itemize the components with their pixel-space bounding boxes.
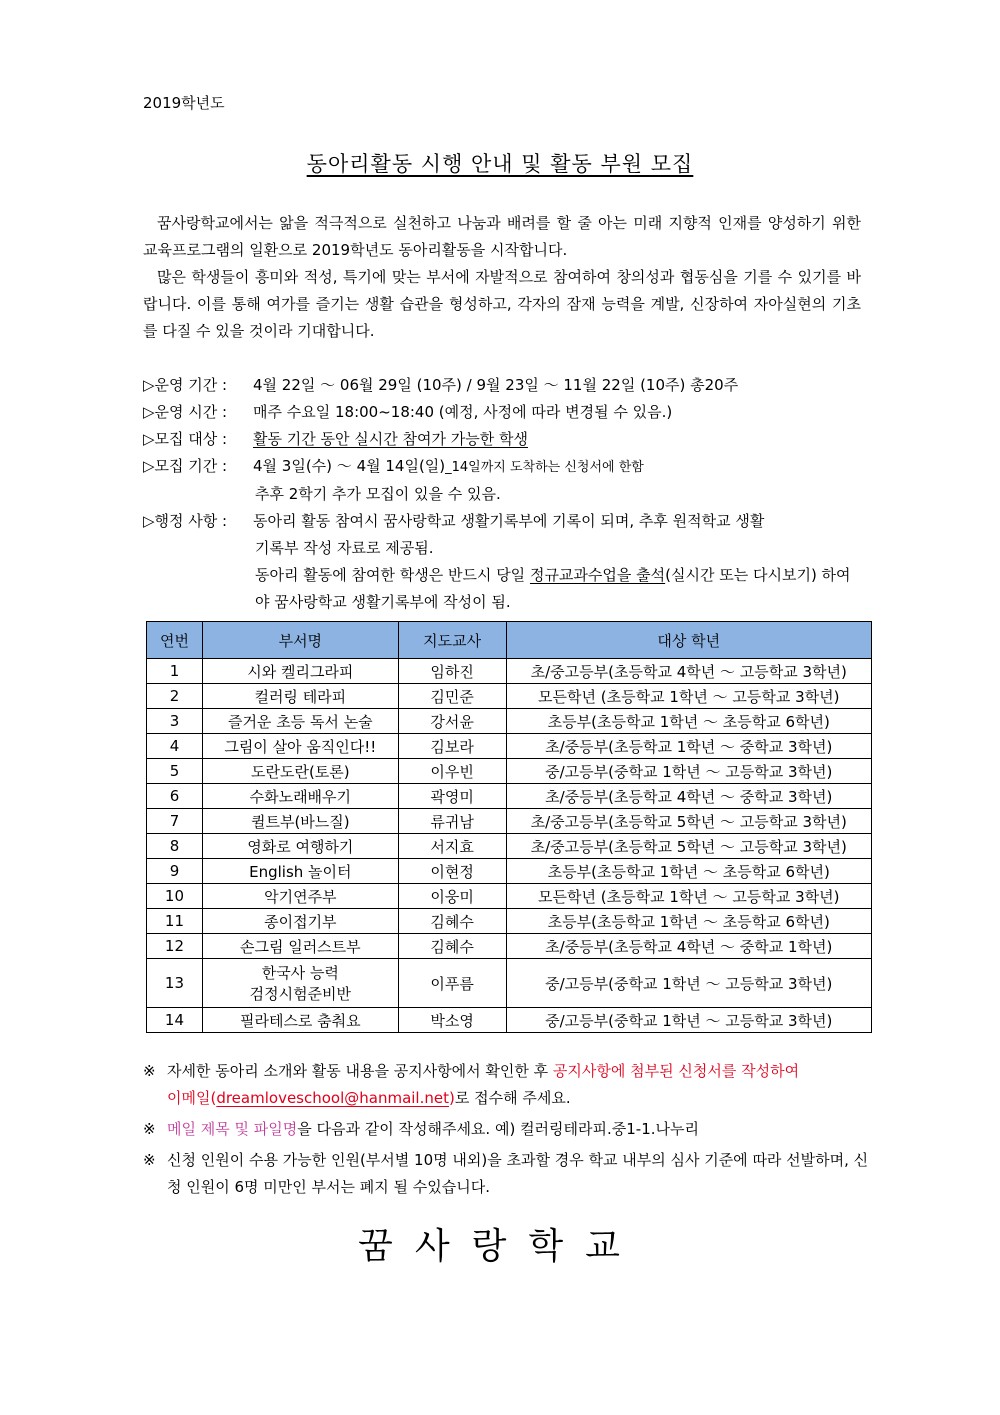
cell-target-grade: 초등부(초등학교 1학년 ～ 초등학교 6학년): [506, 909, 871, 934]
table-row: [147, 684, 872, 709]
note-2: [143, 1116, 873, 1143]
admin-value-3a: 동아리 활동에 참여한 학생은 반드시 당일: [255, 566, 530, 584]
cell-teacher: 박소영: [398, 1008, 506, 1033]
cell-teacher: 김보라: [398, 734, 506, 759]
note-1-email-suffix: ): [449, 1089, 455, 1107]
note-1: [143, 1058, 873, 1112]
table-row: [147, 709, 872, 734]
note-mark: ※: [143, 1062, 156, 1080]
cell-no: 11: [147, 909, 203, 934]
recruit-extra: 추후 2학기 추가 모집이 있을 수 있음.: [255, 485, 501, 503]
cell-target-grade: 초등부(초등학교 1학년 ～ 초등학교 6학년): [506, 709, 871, 734]
email-link[interactable]: dreamloveschool@hanmail.net: [216, 1089, 449, 1107]
cell-no: 14: [147, 1008, 203, 1033]
cell-club-name: 퀼트부(바느질): [202, 809, 398, 834]
info-row-admin: [143, 508, 873, 535]
admin-label: ▷행정 사항 :: [143, 512, 228, 530]
document-title: [0, 148, 1000, 178]
admin-value-3u: 정규교과수업을 출석: [529, 566, 666, 584]
cell-club-name: 그림이 살아 움직인다!!: [202, 734, 398, 759]
table-row: [147, 959, 872, 1008]
table-row: [147, 759, 872, 784]
cell-target-grade: 초/중등부(초등학교 4학년 ～ 중학교 1학년): [506, 934, 871, 959]
cell-target-grade: 초등부(초등학교 1학년 ～ 초등학교 6학년): [506, 859, 871, 884]
cell-club-name: 수화노래배우기: [202, 784, 398, 809]
admin-value-3b: (실시간 또는 다시보기) 하여야 꿈사랑학교 생활기록부에 작성이 됨.: [255, 566, 851, 611]
cell-no: 4: [147, 734, 203, 759]
note-mark: ※: [143, 1120, 156, 1138]
table-row: [147, 809, 872, 834]
note-1-email-prefix: 이메일(: [167, 1089, 217, 1107]
cell-target-grade: 중/고등부(중학교 1학년 ～ 고등학교 3학년): [506, 1008, 871, 1033]
cell-teacher: 이우빈: [398, 759, 506, 784]
period-value: 4월 22일 ～ 06월 29일 (10주) / 9월 23일 ～ 11월 22일 (10주) 총20주: [253, 376, 739, 394]
intro-section: [143, 210, 861, 345]
cell-club-name: 컬러링 테라피: [202, 684, 398, 709]
cell-teacher: 김혜수: [398, 909, 506, 934]
admin-value: 동아리 활동 참여시 꿈사랑학교 생활기록부에 기록이 되며, 추후 원적학교 생활: [253, 512, 765, 530]
notes-section: [143, 1058, 873, 1205]
cell-teacher: 강서윤: [398, 709, 506, 734]
cell-no: 1: [147, 659, 203, 684]
school-name-footer: 꿈사랑학교: [358, 1226, 642, 1267]
info-row-target: [143, 426, 873, 453]
cell-no: 13: [147, 959, 203, 1008]
cell-teacher: 김민준: [398, 684, 506, 709]
note-1-text: 자세한 동아리 소개와 활동 내용을 공지사항에서 확인한 후: [167, 1062, 553, 1080]
document-title-text: 동아리활동 시행 안내 및 활동 부원 모집: [306, 152, 694, 176]
cell-teacher: 이푸름: [398, 959, 506, 1008]
cell-no: 2: [147, 684, 203, 709]
table-row: [147, 884, 872, 909]
cell-club-name: English 놀이터: [202, 859, 398, 884]
cell-teacher: 이현정: [398, 859, 506, 884]
info-section: [143, 372, 873, 616]
clubs-table: [146, 621, 872, 1033]
recruit-note: _14일까지 도착하는 신청서에 한함: [445, 460, 644, 475]
cell-target-grade: 초/중고등부(초등학교 5학년 ～ 고등학교 3학년): [506, 809, 871, 834]
cell-no: 7: [147, 809, 203, 834]
club-name-line-1: 한국사 능력: [261, 964, 339, 982]
cell-target-grade: 중/고등부(중학교 1학년 ～ 고등학교 3학년): [506, 759, 871, 784]
cell-teacher: 이웅미: [398, 884, 506, 909]
header-no: 연번: [147, 622, 203, 659]
cell-club-name: 도란도란(토론): [202, 759, 398, 784]
cell-teacher: 김혜수: [398, 934, 506, 959]
note-1-red: 공지사항에 첨부된 신청서를 작성하여: [552, 1062, 800, 1080]
intro-paragraph-1: 꿈사랑학교에서는 앎을 적극적으로 실천하고 나눔과 배려를 할 줄 아는 미래 지향적 인재를 양성하기 위한 교육프로그램의 일환으로 2019학년도 동아리활동을 시작합니다.: [143, 214, 861, 259]
time-label: ▷운영 시간 :: [143, 403, 228, 421]
cell-target-grade: 초/중고등부(초등학교 4학년 ～ 고등학교 3학년): [506, 659, 871, 684]
recruit-value: 4월 3일(수) ～ 4월 14일(일): [253, 457, 446, 475]
cell-club-name: 악기연주부: [202, 884, 398, 909]
intro-paragraph-2: 많은 학생들이 흥미와 적성, 특기에 맞는 부서에 자발적으로 참여하여 창의성과 협동심을 기를 수 있기를 바랍니다. 이를 통해 여가를 즐기는 생활 습관을 형성하고, 각자의 잠재 능력을 계발, 신장하여 자아실현의 기초를 다질 수 있을 것이라 기대합니다.: [143, 268, 861, 340]
cell-no: 12: [147, 934, 203, 959]
cell-teacher: 곽영미: [398, 784, 506, 809]
note-mark: ※: [143, 1151, 156, 1169]
table-row: [147, 934, 872, 959]
target-value: 활동 기간 동안 실시간 참여가 가능한 학생: [253, 430, 528, 448]
note-3: [143, 1147, 873, 1201]
note-2-pink: 메일 제목 및 파일명: [167, 1120, 298, 1138]
time-value: 매주 수요일 18:00~18:40 (예정, 사정에 따라 변경될 수 있음.): [253, 403, 673, 421]
cell-club-name: 손그림 일러스트부: [202, 934, 398, 959]
cell-target-grade: 초/중등부(초등학교 1학년 ～ 중학교 3학년): [506, 734, 871, 759]
cell-no: 10: [147, 884, 203, 909]
cell-target-grade: 초/중등부(초등학교 4학년 ～ 중학교 3학년): [506, 784, 871, 809]
admin-value-3: [143, 562, 861, 616]
table-row: [147, 834, 872, 859]
school-year: 2019학년도: [143, 94, 225, 112]
cell-club-name: 시와 켈리그라피: [202, 659, 398, 684]
table-row: [147, 659, 872, 684]
cell-teacher: 류귀남: [398, 809, 506, 834]
header-club-name: 부서명: [202, 622, 398, 659]
info-row-period: [143, 372, 873, 399]
cell-no: 9: [147, 859, 203, 884]
note-1-tail: 로 접수해 주세요.: [454, 1089, 571, 1107]
table-row: [147, 909, 872, 934]
header-target-grade: 대상 학년: [506, 622, 871, 659]
header-teacher: 지도교사: [398, 622, 506, 659]
cell-club-name: [202, 959, 398, 1008]
table-row: [147, 734, 872, 759]
cell-target-grade: 모든학년 (초등학교 1학년 ～ 고등학교 3학년): [506, 884, 871, 909]
table-row: [147, 784, 872, 809]
table-row: [147, 1008, 872, 1033]
cell-club-name: 필라테스로 춤춰요: [202, 1008, 398, 1033]
cell-no: 5: [147, 759, 203, 784]
cell-club-name: 종이접기부: [202, 909, 398, 934]
admin-value-2: 기록부 작성 자료로 제공됨.: [255, 539, 434, 557]
cell-target-grade: 모든학년 (초등학교 1학년 ～ 고등학교 3학년): [506, 684, 871, 709]
note-2-text: 을 다음과 같이 작성해주세요. 예) 컬러링테라피.중1-1.나누리: [297, 1120, 700, 1138]
cell-club-name: 영화로 여행하기: [202, 834, 398, 859]
info-row-time: [143, 399, 873, 426]
table-row: [147, 859, 872, 884]
cell-target-grade: 중/고등부(중학교 1학년 ～ 고등학교 3학년): [506, 959, 871, 1008]
table-header-row: [147, 622, 872, 659]
recruit-label: ▷모집 기간 :: [143, 457, 228, 475]
cell-no: 3: [147, 709, 203, 734]
target-label: ▷모집 대상 :: [143, 430, 228, 448]
cell-no: 8: [147, 834, 203, 859]
period-label: ▷운영 기간 :: [143, 376, 228, 394]
cell-teacher: 서지효: [398, 834, 506, 859]
note-3-text: 신청 인원이 수용 가능한 인원(부서별 10명 내외)을 초과할 경우 학교 내부의 심사 기준에 따라 선발하며, 신청 인원이 6명 미만인 부서는 폐지 될 수있습니다.: [167, 1151, 869, 1196]
cell-teacher: 임하진: [398, 659, 506, 684]
club-name-line-2: 검정시험준비반: [249, 985, 352, 1003]
cell-no: 6: [147, 784, 203, 809]
cell-target-grade: 초/중고등부(초등학교 5학년 ～ 고등학교 3학년): [506, 834, 871, 859]
info-row-recruit: [143, 453, 873, 481]
cell-club-name: 즐거운 초등 독서 논술: [202, 709, 398, 734]
